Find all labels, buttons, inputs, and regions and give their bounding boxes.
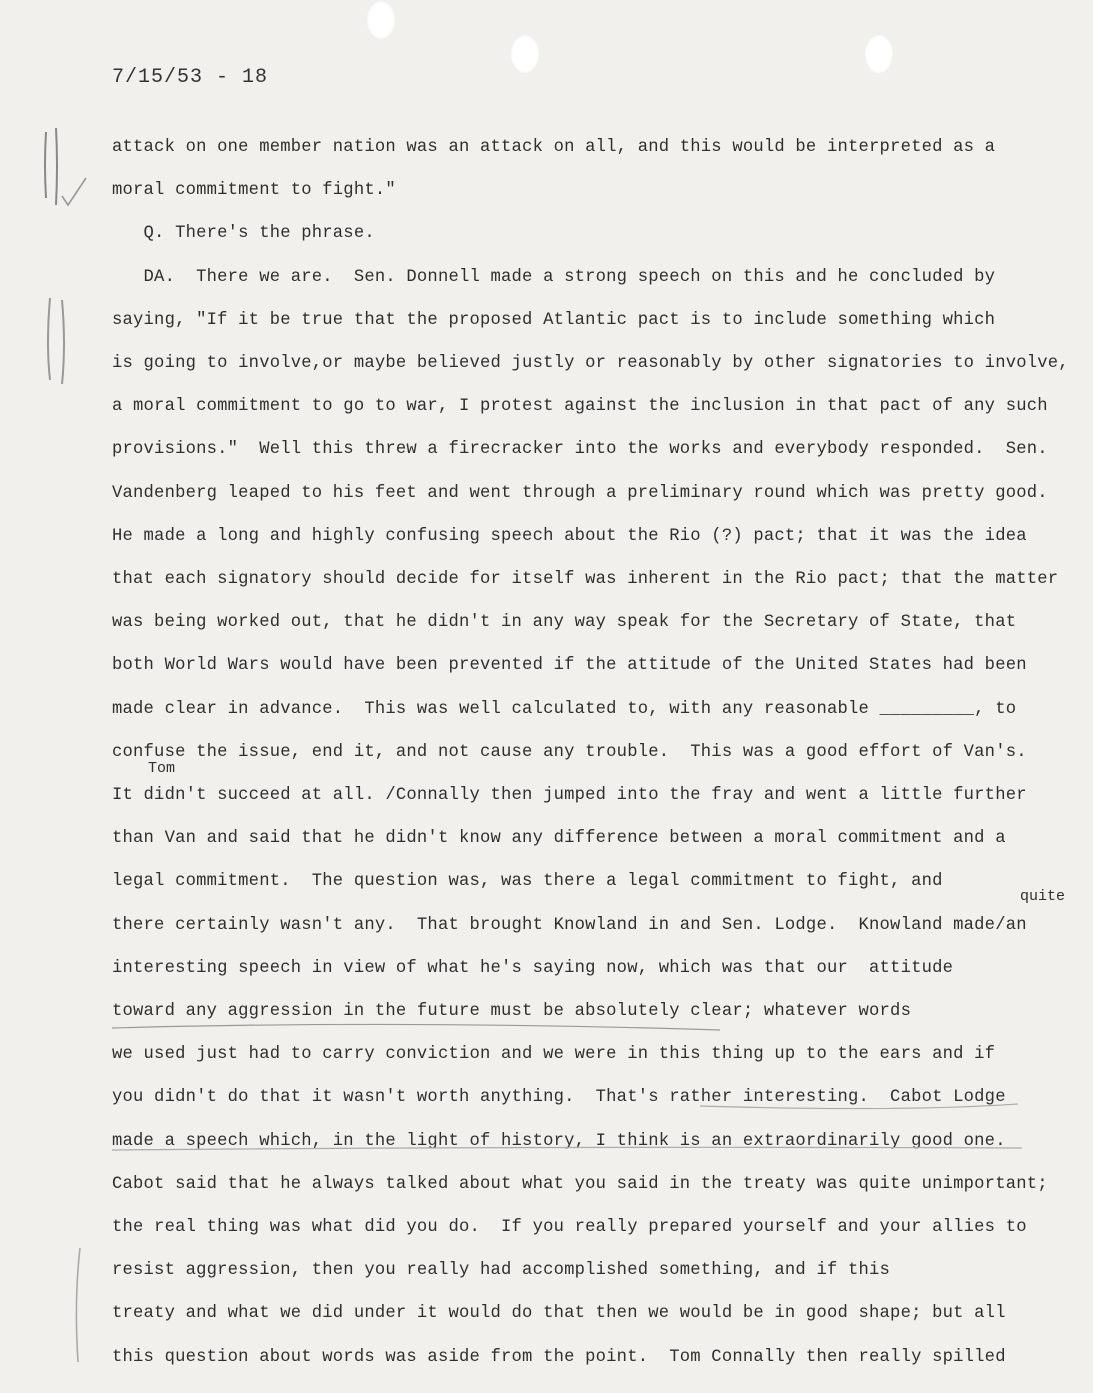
text-line: He made a long and highly confusing speech about the Rio (?) pact; that it was the idea: [112, 526, 1027, 546]
text-line: you didn't do that it wasn't worth anything. That's rather interesting. Cabot Lodge: [112, 1088, 1006, 1108]
text-line: this question about words was aside from the point. Tom Connally then really spilled: [112, 1347, 1006, 1367]
text-line: Cabot said that he always talked about what you said in the treaty was quite unimportant;: [112, 1174, 1048, 1194]
text-line: that each signatory should decide for itself was inherent in the Rio pact; that the matter: [112, 570, 1059, 589]
margin-bar: [76, 1248, 80, 1362]
text-line: than Van and said that he didn't know any difference between a moral commitment and a: [112, 829, 1006, 849]
margin-bar: [45, 132, 46, 198]
text-line: both World Wars would have been prevented if the attitude of the United States had been: [112, 656, 1027, 676]
text-line: there certainly wasn't any. That brought Knowland in and Sen. Lodge. Knowland made/an: [112, 915, 1027, 935]
text-line: Vandenberg leaped to his feet and went through a preliminary round which was pretty good.: [112, 483, 1048, 503]
text-line: saying, "If it be true that the proposed Atlantic pact is to include something which: [112, 310, 996, 330]
text-line: legal commitment. The question was, was there a legal commitment to fight, and: [112, 872, 943, 892]
text-line: treaty and what we did under it would do that then we would be in good shape; but all: [112, 1304, 1006, 1324]
margin-bar: [62, 300, 64, 384]
page-reference: 7/15/53 - 18: [112, 66, 269, 89]
text-line: It didn't succeed at all. /Connally then jumped into the fray and went a little further: [112, 786, 1027, 805]
text-line: attack on one member nation was an attack on all, and this would be interpreted as a: [112, 138, 996, 157]
text-line: moral commitment to fight.": [112, 181, 396, 201]
handwritten-insertion-quite: quite: [1020, 888, 1066, 905]
text-line: we used just had to carry conviction and we were in this thing up to the ears and if: [112, 1045, 996, 1065]
margin-bar: [56, 128, 57, 205]
text-line: a moral commitment to go to war, I protest against the inclusion in that pact of any such: [112, 397, 1048, 417]
text-line: the real thing was what did you do. If you really prepared yourself and your allies to: [112, 1218, 1027, 1237]
text-line: was being worked out, that he didn't in any way speak for the Secretary of State, that: [112, 613, 1017, 633]
underline: [112, 1024, 720, 1030]
text-line: is going to involve,or maybe believed justly or reasonably by other signatories to involve,: [112, 354, 1069, 373]
text-line: toward any aggression in the future must be absolutely clear; whatever words: [112, 1002, 912, 1021]
text-line: Q. There's the phrase.: [112, 224, 375, 244]
text-line: made a speech which, in the light of history, I think is an extraordinarily good one.: [112, 1131, 1006, 1151]
text-line: provisions." Well this threw a firecracker into the works and everybody responded. Sen.: [112, 440, 1048, 460]
underline: [112, 1147, 1022, 1150]
text-line: confuse the issue, end it, and not cause any trouble. This was a good effort of Van's.: [112, 742, 1027, 762]
text-line: made clear in advance. This was well calculated to, with any reasonable _________, to: [112, 699, 1017, 719]
text-line: DA. There we are. Sen. Donnell made a strong speech on this and he concluded by: [112, 267, 996, 287]
margin-bar: [48, 298, 50, 380]
text-line: resist aggression, then you really had accomplished something, and if this: [112, 1261, 891, 1281]
handwritten-insertion-tom: Tom: [148, 760, 176, 777]
text-line: interesting speech in view of what he's saying now, which was that our attitude: [112, 958, 954, 978]
underline: [700, 1104, 1018, 1109]
check-mark: [62, 178, 86, 205]
